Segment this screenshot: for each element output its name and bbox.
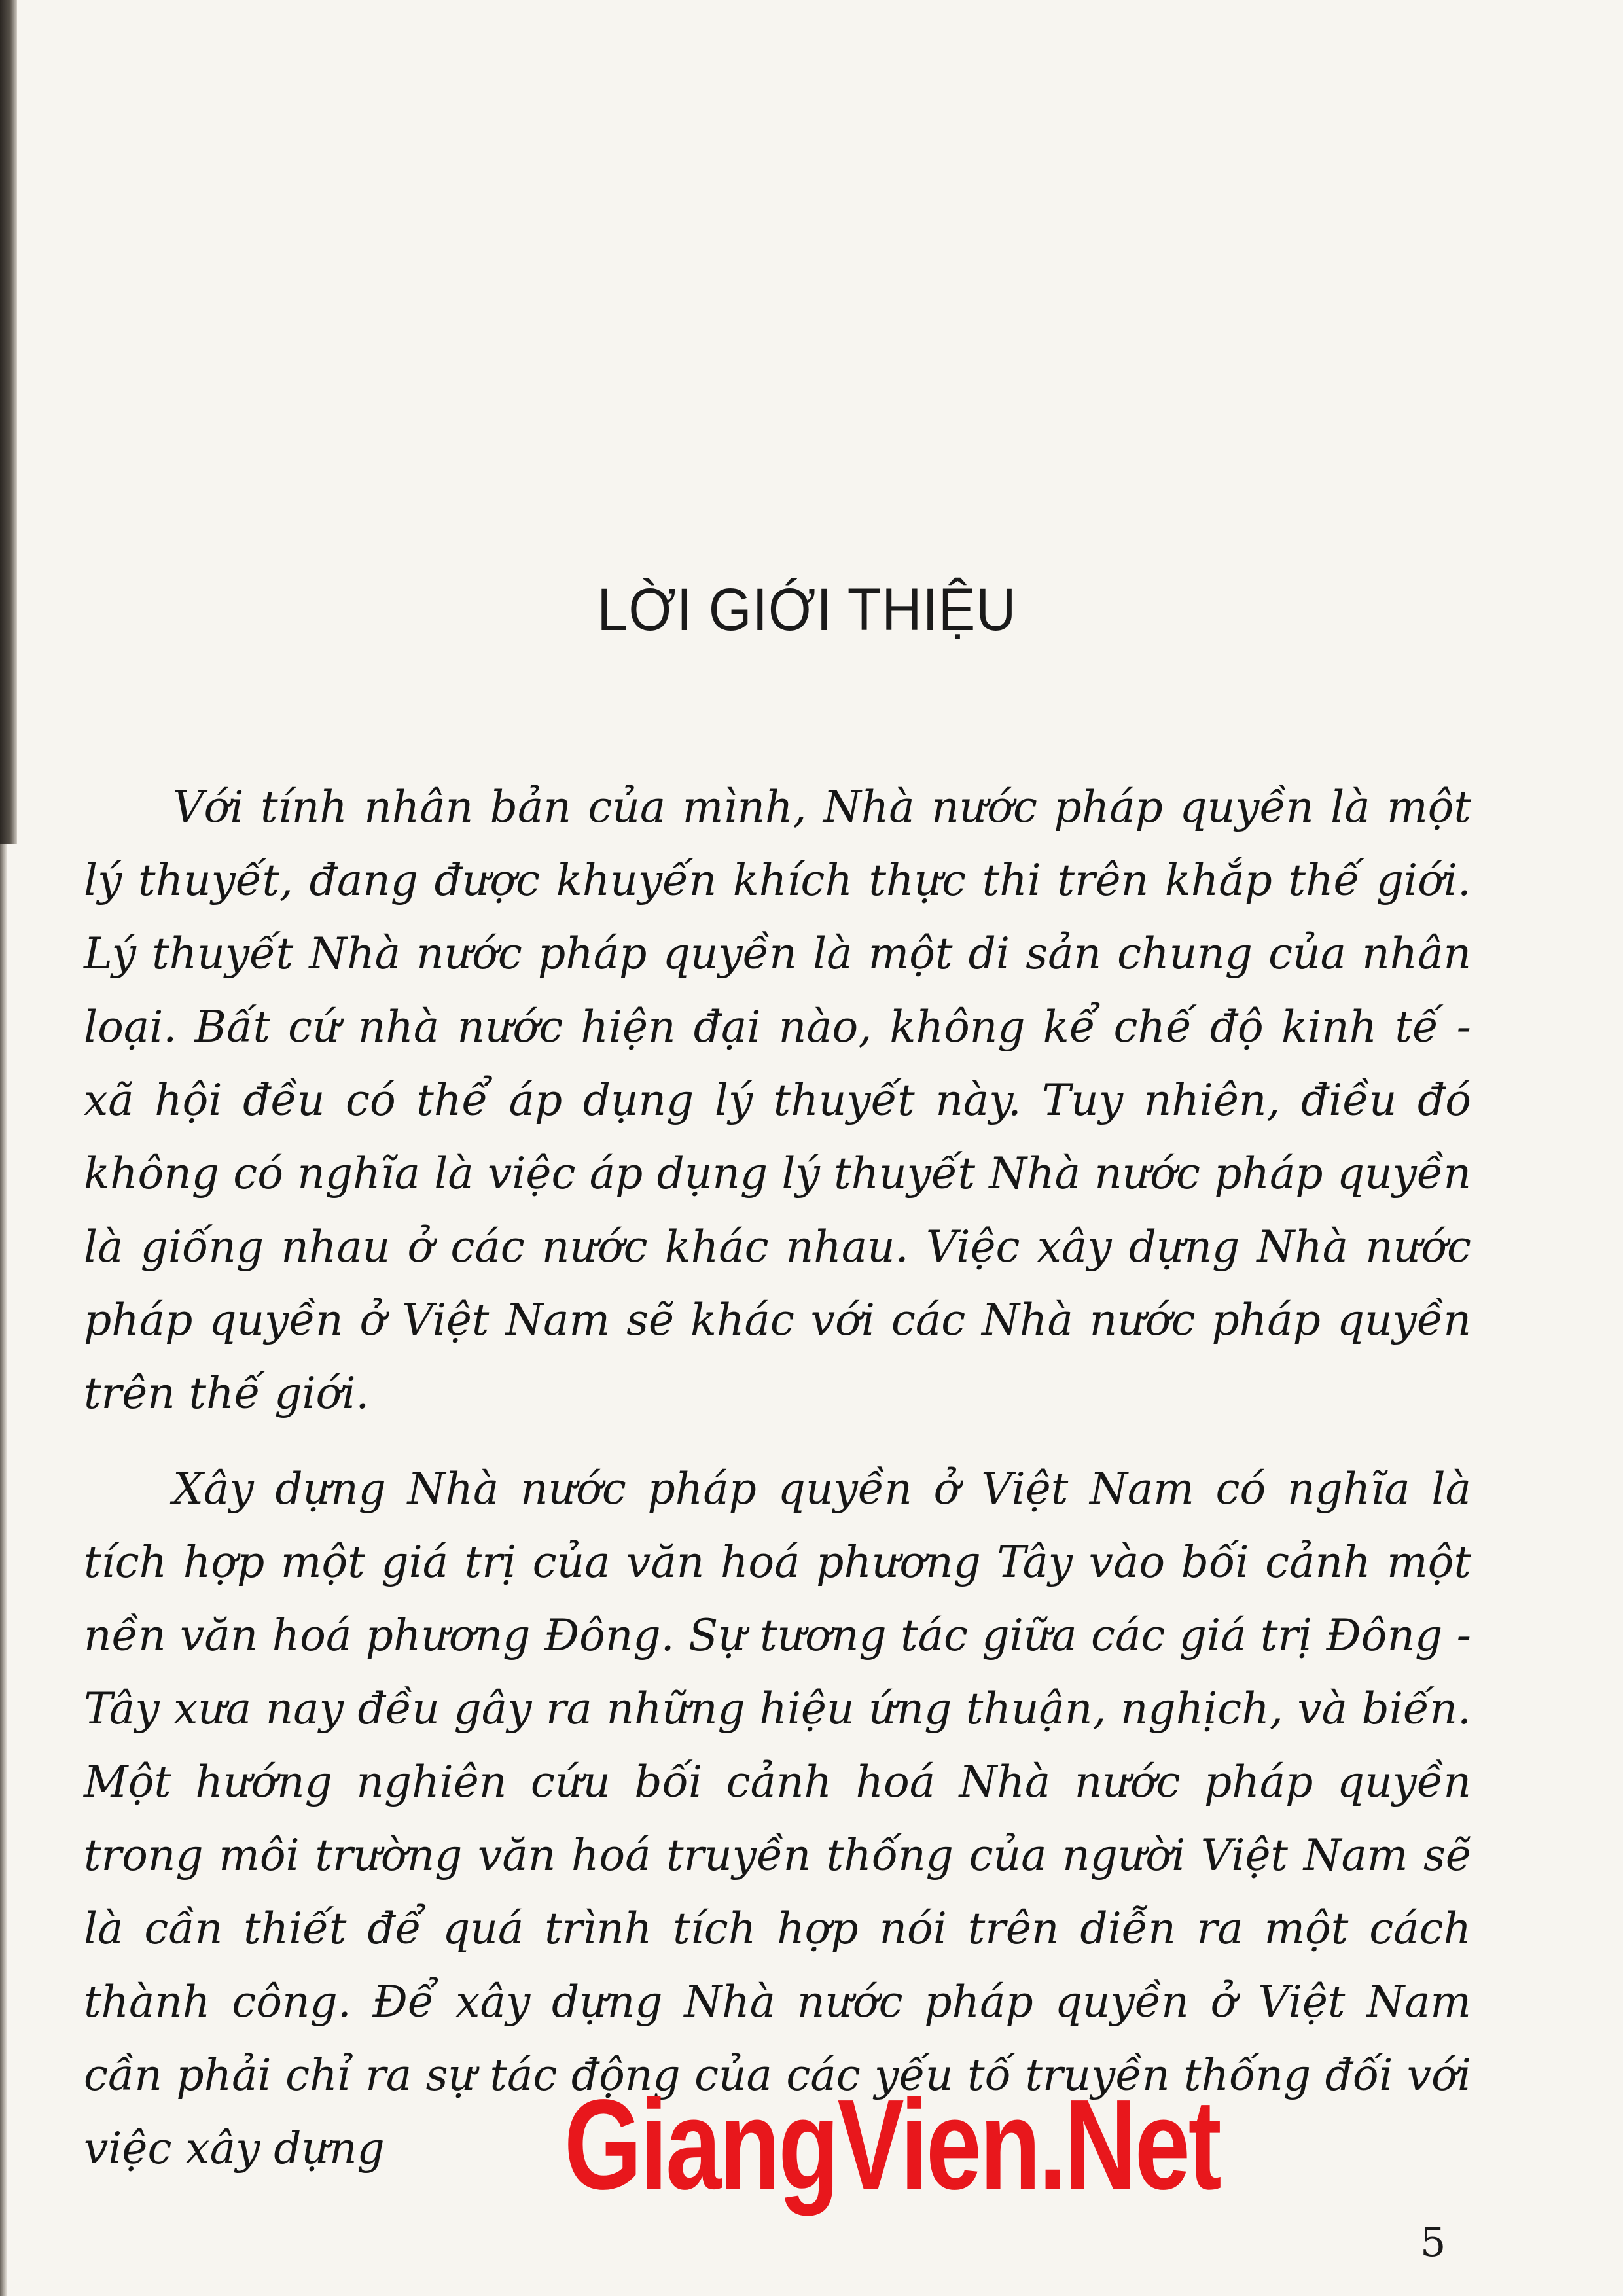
page-title: LỜI GIỚI THIỆU: [597, 576, 1017, 643]
paragraph-2: Xây dựng Nhà nước pháp quyền ở Việt Nam có nghĩa là tích hợp một giá trị của văn hoá phương Tây vào bối cảnh một nền văn hoá phương Đông. Sự tương tác giữa các giá trị Đông - Tây xưa nay đều gây ra những hiệu ứng thuận, nghịch, và biến. Một hướng nghiên cứu bối cảnh hoá Nhà nước pháp quyền trong môi trường văn hoá truyền thống của người Việt Nam sẽ là cần thiết để quá trình tích hợp nói trên diễn ra một cách thành công. Để xây dựng Nhà nước pháp quyền ở Việt Nam cần phải chỉ ra sự tác động của các yếu tố truyền thống đối với việc xây dựng: [84, 1464, 1471, 2174]
page-number: 5: [1420, 2218, 1446, 2266]
body-text: [84, 771, 1471, 2185]
watermark-logo: GiangVien.Net: [564, 2073, 1220, 2216]
paragraph-1: Với tính nhân bản của mình, Nhà nước pháp quyền là một lý thuyết, đang được khuyến khích thực thi trên khắp thế giới. Lý thuyết Nhà nước pháp quyền là một di sản chung của nhân loại. Bất cứ nhà nước hiện đại nào, không kể chế độ kinh tế - xã hội đều có thể áp dụng lý thuyết này. Tuy nhiên, điều đó không có nghĩa là việc áp dụng lý thuyết Nhà nước pháp quyền là giống nhau ở các nước khác nhau. Việc xây dựng Nhà nước pháp quyền ở Việt Nam sẽ khác với các Nhà nước pháp quyền trên thế giới.: [84, 782, 1471, 1419]
